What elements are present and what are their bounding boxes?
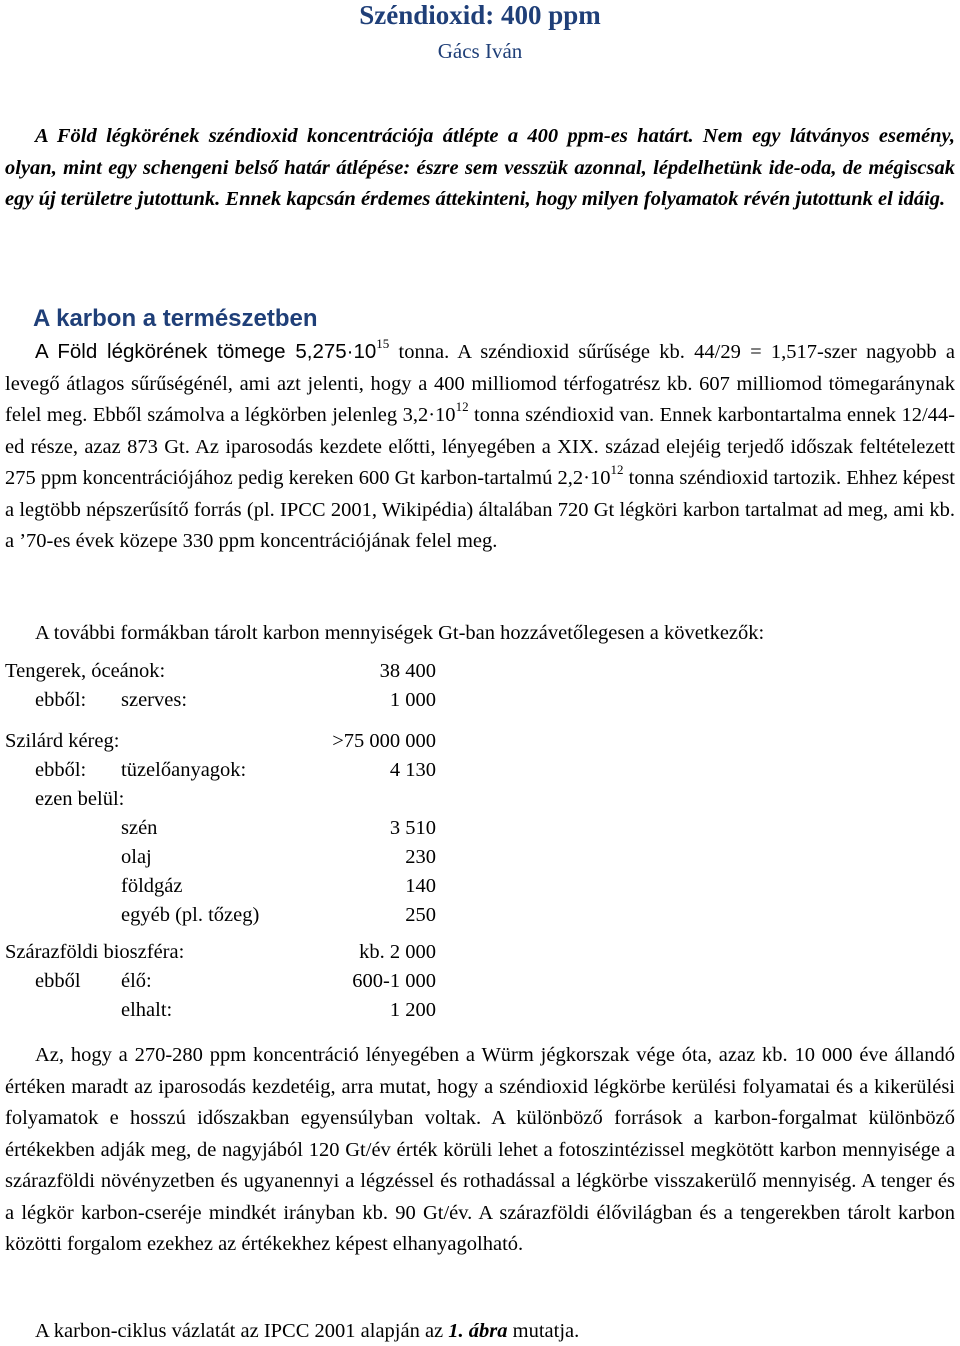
- table-cell-sublabel: ebből: [35, 970, 81, 992]
- table-cell-item: tüzelőanyagok:: [121, 759, 247, 781]
- abstract-paragraph: A Föld légkörének széndioxid koncentrációja átlépte a 400 ppm-es határt. Nem egy látványos esemény, olyan, mint egy schengeni belső határ átlépése: észre sem vesszük azonnal, lépdelhetünk ide-oda, de mégiscsak egy új területre jutottunk. Ennek kapcsán érdemes áttekinteni, hogy milyen folyamatok révén jutottunk el idáig.: [5, 125, 955, 210]
- table-cell-label: Szilárd kéreg:: [5, 730, 120, 752]
- table-row: [5, 657, 445, 686]
- table-row: [5, 996, 445, 1025]
- table-cell-value: kb. 2 000: [359, 941, 436, 963]
- table-row: [5, 872, 445, 901]
- table-row: [5, 938, 445, 967]
- author-name: Gács Iván: [437, 39, 523, 63]
- section-heading: A karbon a természetben: [33, 305, 318, 332]
- page-title: Széndioxid: 400 ppm: [359, 0, 601, 30]
- table-cell-item: egyéb (pl. tőzeg): [121, 904, 260, 926]
- paragraph-figure-reference: [5, 1316, 955, 1346]
- table-row: [5, 901, 445, 930]
- para1-sup-b: 12: [455, 399, 469, 415]
- table-cell-value: 230: [405, 846, 436, 868]
- table-cell-item: szén: [121, 817, 158, 839]
- table-cell-sublabel: ebből:: [35, 689, 87, 711]
- table-cell-value: >75 000 000: [332, 730, 436, 752]
- table-cell-value: 1 200: [389, 999, 436, 1021]
- table-cell-value: 4 130: [389, 759, 436, 781]
- para1-part-d: tonna széndioxid tartozik. Ehhez képest a legtöbb népszerűsítő forrás (pl. IPCC 2001, Wikipédia) általában 720 Gt légköri karbon tartalmat ad meg, ami kb. a ’70-es évek közepe 330 ppm koncentrációjának felel meg.: [5, 467, 955, 552]
- table-cell-label: Tengerek, óceánok:: [5, 660, 166, 682]
- table-cell-item: elhalt:: [121, 999, 173, 1021]
- table-row: [5, 727, 445, 756]
- table-cell-item: szerves:: [121, 689, 188, 711]
- para1-part-c: tonna széndioxid van. Ennek karbontartalma ennek 12/44-ed része, azaz 873 Gt. Az iparosodás kezdete előtti, lényegében a XIX. század elejéig terjedő időszak feltételezett 275 ppm koncentrációjához pedig kereken 600 Gt karbon-tartalmú 2,2·10: [5, 404, 955, 489]
- paragraph-intro-table: A további formákban tárolt karbon mennyiségek Gt-ban hozzávetőlegesen a következők:: [35, 622, 765, 644]
- table-cell-sublabel: ebből:: [35, 759, 87, 781]
- table-cell-value: 600-1 000: [352, 970, 436, 992]
- table-row: [5, 756, 445, 785]
- para1-part-b: tonna. A széndioxid sűrűsége kb. 44/29 = 1,517-szer nagyobb a levegő átlagos sűrűségénél, ami azt jelenti, hogy a 400 milliomod térfogatrész kb. 607 milliomod tömegaránynak felel meg. Ebből számolva a légkörben jelenleg 3,2·10: [5, 341, 956, 426]
- para1-sup-a: 15: [376, 336, 390, 352]
- table-cell-value: 250: [405, 904, 436, 926]
- para1-sup-c: 12: [610, 462, 624, 478]
- table-cell-value: 1 000: [389, 689, 436, 711]
- paragraph-atmosphere: [5, 336, 955, 558]
- paragraph-equilibrium: Az, hogy a 270-280 ppm koncentráció lényegében a Würm jégkorszak vége óta, azaz kb. 10 000 éve állandó értéken maradt az iparosodás kezdetéig, arra mutat, hogy a széndioxid légkörbe kerülési folyamatai és a kikerülési folyamatok e hosszú időszakban egyensúlyban voltak. A különböző források a karbon-forgalmat különböző értékekben adják meg, de nagyjából 120 Gt/év érték körüli lehet a fotoszintézissel megkötött karbon mennyisége a szárazföldi növényzetben és ugyanennyi a légzéssel és rothadással a légkörbe visszakerülő mennyiség. A tenger és a légkör karbon-cseréje mindkét irányban kb. 90 Gt/év. A szárazföldi élővilágban és a tengerekben tárolt karbon közötti forgalom ezekhez az értékekhez képest elhanyagolható.: [5, 1044, 955, 1255]
- table-cell-item: olaj: [121, 846, 152, 868]
- table-row: [5, 686, 445, 715]
- table-cell-item: élő:: [121, 970, 152, 992]
- table-row: [5, 843, 445, 872]
- table-cell-value: 140: [405, 875, 436, 897]
- table-row: [5, 814, 445, 843]
- table-cell-value: 38 400: [379, 660, 436, 682]
- last-part-b: mutatja.: [507, 1320, 580, 1342]
- table-cell-item: földgáz: [121, 875, 183, 897]
- table-cell-label: Szárazföldi bioszféra:: [5, 941, 185, 963]
- table-cell-value: 3 510: [389, 817, 436, 839]
- table-row: [5, 967, 445, 996]
- last-part-a: A karbon-ciklus vázlatát az IPCC 2001 alapján az: [35, 1320, 449, 1342]
- table-cell-sublabel: ezen belül:: [35, 788, 125, 810]
- table-row: [5, 785, 445, 814]
- para1-part-a: A Föld légkörének tömege 5,275·10: [35, 340, 377, 363]
- figure-reference: 1. ábra: [448, 1320, 508, 1342]
